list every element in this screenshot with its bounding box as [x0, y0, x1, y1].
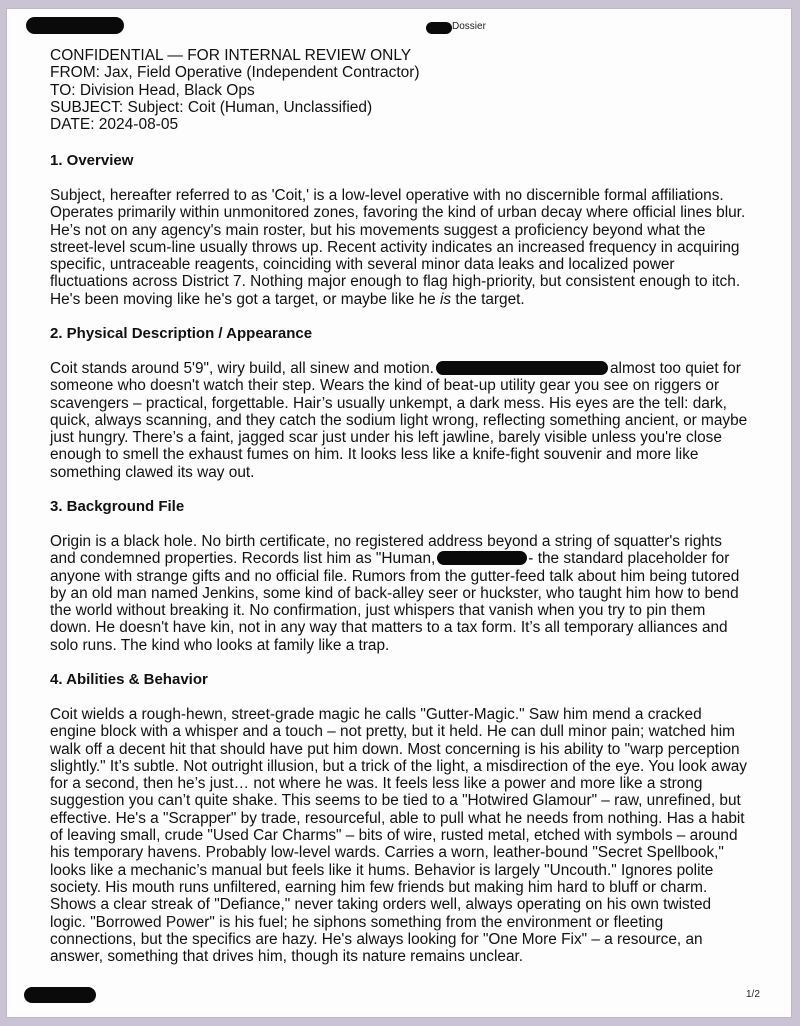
- paragraph-line: Coit wields a rough-hewn, street-grade magic he calls "Gutter-Magic." Saw him mend a cracked: [50, 706, 702, 723]
- header-title: Dossier: [452, 21, 486, 32]
- section-body-background: [50, 533, 762, 654]
- memo-subject: SUBJECT: Subject: Coit (Human, Unclassified): [50, 98, 373, 116]
- paragraph-line: He’s not on any agency's main roster, but his movements suggest a proficiency beyond what the: [50, 221, 706, 239]
- paragraph-line: answer, something that drives him, though its nature remains unclear.: [50, 948, 524, 966]
- section-heading-abilities: 4. Abilities & Behavior: [50, 671, 208, 688]
- paragraph-line: scavengers – practical, forgettable. Hair’s usually unkempt, a dark mess. His eyes are the tell: dark,: [50, 394, 727, 412]
- page-number: 1/2: [746, 989, 760, 1000]
- paragraph-line: [50, 360, 762, 377]
- paragraph-line: of leaving small, crude "Used Car Charms" – bits of wire, rusted metal, etched with symbols – around: [50, 827, 738, 845]
- paragraph-line: enough to smell the exhaust fumes on him. It looks less like a knife-fight souvenir and more like: [50, 446, 699, 464]
- paragraph-line: connections, but the specifics are hazy. He's always looking for "One More Fix" – a resource, an: [50, 930, 703, 948]
- redaction-bar-footer: [24, 987, 96, 1003]
- paragraph-line: solo runs. The kind who looks at family like a trap.: [50, 636, 390, 654]
- memo-date: DATE: 2024-08-05: [50, 116, 179, 134]
- redaction-bar-top-left: [26, 17, 124, 34]
- section-body-overview: [50, 187, 762, 308]
- paragraph-line: Shows a clear streak of "Defiance," never taking orders well, always operating on his own twisted: [50, 896, 712, 914]
- paragraph-line: something clawed its way out.: [50, 463, 255, 481]
- redaction-bar-inline: [436, 361, 608, 375]
- paragraph-line: by an old man named Jenkins, some kind of back-alley seer or huckster, who taught him how to bend: [50, 584, 739, 602]
- redaction-bar-header: [426, 22, 452, 34]
- paragraph-line: looks like a mechanic’s manual but feels like it hums. Behavior is largely "Uncouth." Ignores polite: [50, 861, 714, 879]
- section-body-appearance: [50, 360, 762, 481]
- paragraph-line: society. His mouth runs unfiltered, earning him few friends but making him hard to bluff or charm.: [50, 878, 708, 896]
- paragraph-line: [50, 550, 762, 567]
- line-text: - the standard placeholder for: [528, 550, 730, 568]
- memo-from: FROM: Jax, Field Operative (Independent Contractor): [50, 64, 420, 82]
- paragraph-line: Origin is a black hole. No birth certificate, no registered address beyond a string of squatter's rights: [50, 533, 722, 550]
- paragraph-line: [50, 291, 762, 308]
- paragraph-line: logic. "Borrowed Power" is his fuel; he siphons something from the environment or fleeting: [50, 913, 664, 931]
- line-text: and condemned properties. Records list him as "Human,: [50, 550, 436, 568]
- memo-header: [50, 47, 420, 133]
- line-text: almost too quiet for: [609, 360, 741, 377]
- paragraph-line: Subject, hereafter referred to as 'Coit,' is a low-level operative with no discernible formal affiliations.: [50, 187, 724, 204]
- paragraph-line: down. He doesn't have kin, not in any way that matters to a tax form. It’s all temporary alliances and: [50, 619, 728, 637]
- line-text: the target.: [451, 290, 525, 308]
- section-heading-background: 3. Background File: [50, 498, 185, 515]
- paragraph-line: just hungry. There’s a faint, jagged scar just under his left jawline, barely visible unless you're close: [50, 429, 722, 447]
- memo-classification: CONFIDENTIAL — FOR INTERNAL REVIEW ONLY: [50, 47, 412, 64]
- paragraph-line: quick, always scanning, and they catch the sodium light wrong, reflecting something ancient, or maybe: [50, 411, 748, 429]
- paragraph-line: for a second, then he’s just… not where he was. It feels less like a power and more like a strong: [50, 775, 703, 793]
- paragraph-line: anyone with strange gifts and no official file. Rumors from the gutter-feed talk about him being tutored: [50, 567, 740, 585]
- paragraph-line: the world without breaking it. No confirmation, just whispers that vanish when you try to pin them: [50, 602, 706, 620]
- paragraph-line: effective. He's a "Scrapper" by trade, resourceful, able to pull what he needs from nothing. Has a habit: [50, 809, 745, 827]
- paragraph-line: his temporary havens. Probably low-level wards. Carries a worn, leather-bound "Secret Spellbook,": [50, 844, 724, 862]
- paragraph-line: Operates primarily within unmonitored zones, favoring the kind of urban decay where official lines blur.: [50, 204, 746, 222]
- paragraph-line: slightly." It’s subtle. Not outright illusion, but a trick of the light, a misdirection of the eye. You look away: [50, 757, 747, 775]
- section-heading-overview: 1. Overview: [50, 152, 134, 169]
- redaction-bar-inline: [437, 551, 527, 565]
- paragraph-line: engine block with a whisper and a touch – not pretty, but it held. He can dull minor pain; watched him: [50, 723, 735, 741]
- memo-to: TO: Division Head, Black Ops: [50, 81, 255, 99]
- paragraph-line: someone who doesn't watch their step. Wears the kind of beat-up utility gear you see on riggers or: [50, 377, 720, 395]
- italic-word: is: [440, 290, 452, 308]
- section-body-abilities: [50, 706, 762, 965]
- paragraph-line: specific, untraceable reagents, coinciding with several minor data leaks and localized power: [50, 256, 675, 274]
- paragraph-line: fluctuations across District 7. Nothing major enough to flag high-priority, but consistent enough to itch.: [50, 273, 741, 291]
- paragraph-line: suggestion you can’t quite shake. This seems to be tied to a "Hotwired Glamour" – raw, unrefined, but: [50, 792, 741, 810]
- line-text: Coit stands around 5'9", wiry build, all sinew and motion.: [50, 360, 434, 377]
- line-text: He's been moving like he's got a target, or maybe like he: [50, 290, 440, 308]
- paragraph-line: street-level scum-line usually throws up. Recent activity indicates an increased frequency in acquiring: [50, 238, 740, 256]
- paragraph-line: walk off a decent hit that should have put him down. Most concerning is his ability to "warp perception: [50, 740, 740, 758]
- section-heading-appearance: 2. Physical Description / Appearance: [50, 325, 313, 342]
